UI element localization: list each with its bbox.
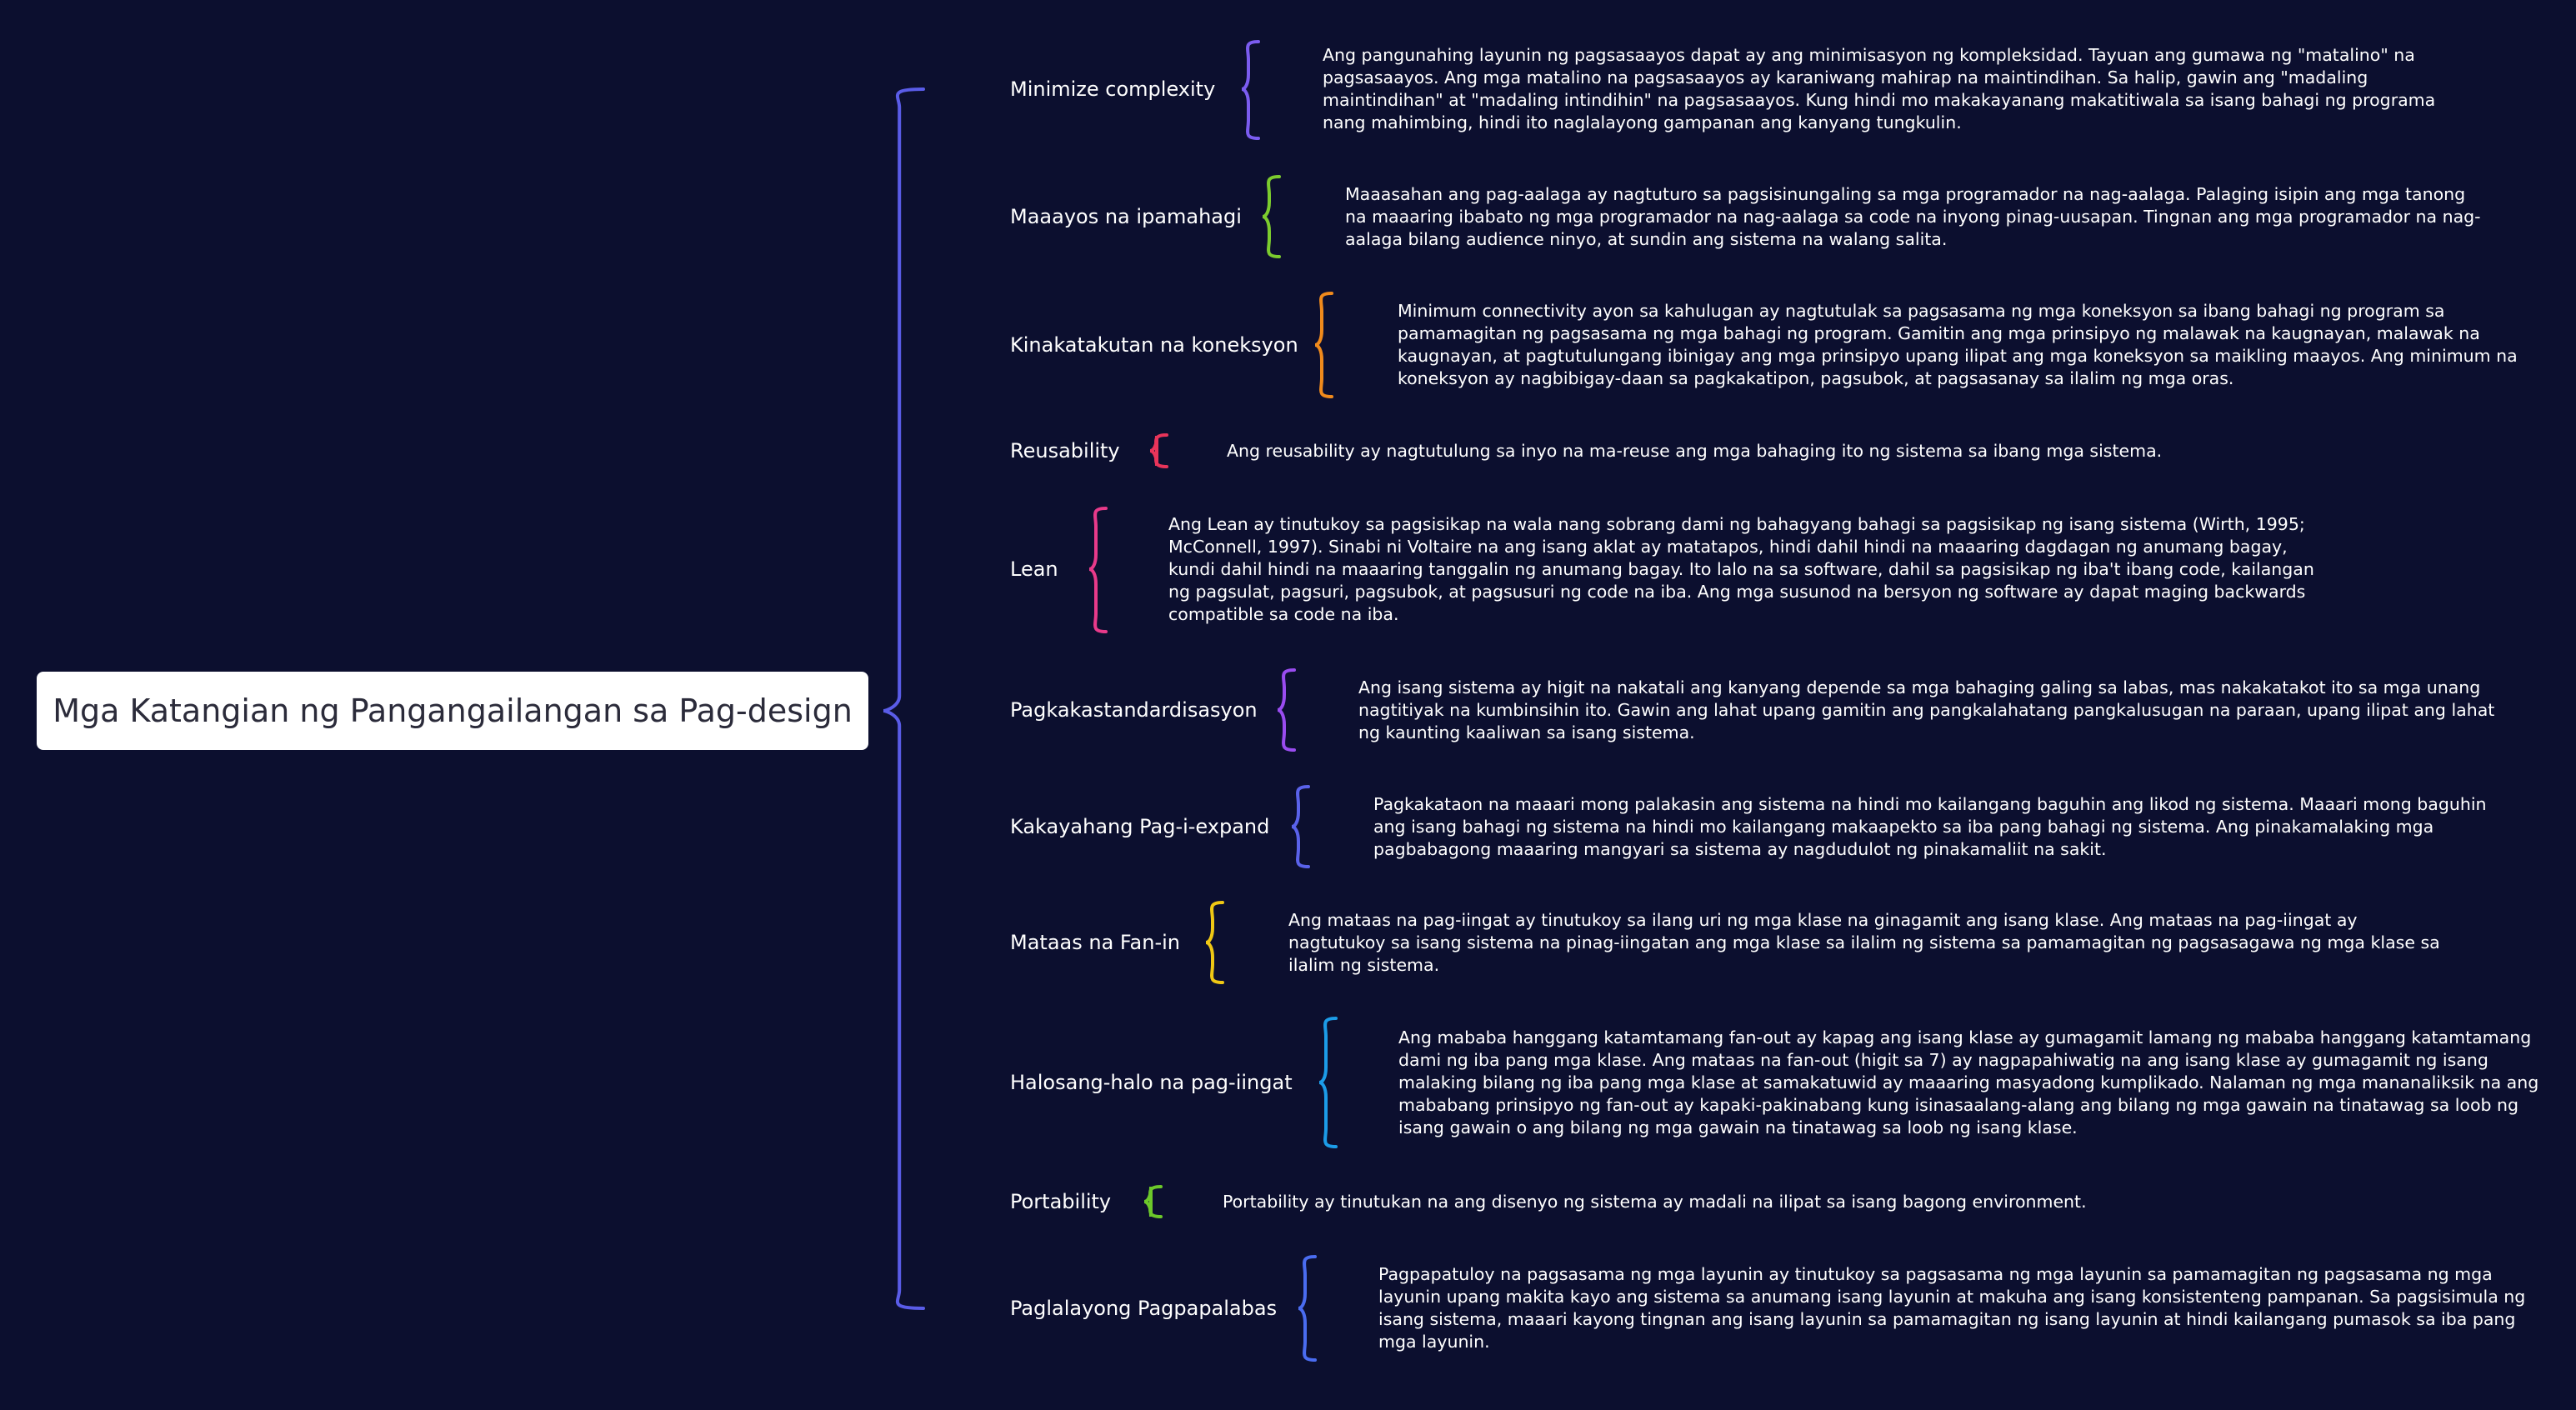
topic-label[interactable]: Mataas na Fan-in bbox=[1010, 931, 1180, 954]
description-line: ng kaunting kaaliwan sa isang sistema. bbox=[1358, 722, 1695, 742]
description-line: maintindihan" at "madaling intindihin" na pagsasaayos. Kung hindi mo makakayanang makatitiwala sa isang bahagi ng programa bbox=[1323, 90, 2436, 110]
topic-label[interactable]: Kakayahang Pag-i-expand bbox=[1010, 815, 1270, 838]
description-line: Pagpapatuloy na pagsasama ng mga layunin ay tinutukoy sa pagsasama ng mga layunin sa pamamagitan ng pagsasama ng mga bbox=[1378, 1264, 2493, 1284]
description-line: ang isang bahagi ng sistema na hindi mo kailangang makaapekto sa iba pang bahagi ng sistema. Ang pinakamalaking mga bbox=[1373, 816, 2434, 837]
description-line: isang gawain o ang bilang ng mga gawain na tinatawag sa loob ng isang klase. bbox=[1398, 1117, 2078, 1138]
topic-label[interactable]: Portability bbox=[1010, 1190, 1112, 1213]
description-line: pagsasaayos. Ang mga matalino na pagsasaayos ay karaniwang mahirap na maintindihan. Sa halip, gawin ang "madaling bbox=[1323, 68, 2368, 88]
description-line: aalaga bilang audience ninyo, at sundin ang sistema na walang salita. bbox=[1345, 228, 1948, 249]
topic-label[interactable]: Reusability bbox=[1010, 439, 1120, 462]
description-line: Ang isang sistema ay higit na nakatali ang kanyang depende sa mga bahaging galing sa labas, mas nakakatakot ito sa mga unang bbox=[1358, 677, 2481, 698]
description-line: kaugnayan, at pagtutulungang ibinigay ang mga prinsipyo upang ilipat ang mga koneksyon sa maikling maayos. Ang minimum na bbox=[1398, 346, 2518, 366]
root-title: Mga Katangian ng Pangangailangan sa Pag-design bbox=[53, 692, 853, 729]
description-line: nagtitiyak na kumbinsihin ito. Gawin ang lahat upang gamitin ang pangkalahatang pangkalusugan na paraan, upang ilipat ang lahat bbox=[1358, 699, 2495, 720]
description-line: Ang Lean ay tinutukoy sa pagsisikap na wala nang sobrang dami ng bahagyang bahagi sa pagsisikap ng isang sistema (Wirth, 1995; bbox=[1168, 513, 2305, 534]
description-line: ng pagsulat, pagsuri, pagsubok, at pagsusuri ng code na iba. Ang mga susunod na bersyon ng software ay dapat maging backwards bbox=[1168, 581, 2306, 602]
topic-label[interactable]: Pagkakastandardisasyon bbox=[1010, 698, 1258, 722]
topic-description bbox=[1378, 1263, 2525, 1353]
description-line: Maaasahan ang pag-aalaga ay nagtuturo sa pagsisinungaling sa mga programador na nag-aalaga. Palaging isipin ang mga tanong bbox=[1345, 183, 2466, 204]
description-line: McConnell, 1997). Sinabi ni Voltaire na ang isang aklat ay matatapos, hindi dahil hindi na maaaring dagdagan ng anumang bagay, bbox=[1168, 536, 2288, 557]
topic-bracket bbox=[1089, 508, 1106, 632]
topic-description bbox=[1223, 1191, 2087, 1213]
description-line: Pagkakataon na maaari mong palakasin ang sistema na hindi mo kailangang baguhin ang likod ng sistema. Maaari mong baguhin bbox=[1373, 793, 2487, 814]
topic-description bbox=[1345, 183, 2481, 251]
description-line: isang sistema, maaari kayong tingnan ang isang layunin sa pamamagitan ng isang layunin at hindi kailangang pumasok sa iba pang bbox=[1378, 1309, 2516, 1329]
description-line: Ang mataas na pag-iingat ay tinutukoy sa ilang uri ng mga klase na ginagamit ang isang klase. Ang mataas na pag-iingat ay bbox=[1288, 909, 2358, 930]
description-line: pamamagitan ng pagsasama ng mga bahagi ng program. Gamitin ang mga prinsipyo ng malawak na kaugnayan, malawak na bbox=[1398, 323, 2480, 343]
topic-description bbox=[1168, 513, 2314, 626]
topic-bracket bbox=[1144, 1187, 1161, 1217]
topic-description bbox=[1323, 44, 2435, 134]
description-line: Ang reusability ay nagtutulung sa inyo na ma-reuse ang mga bahaging ito ng sistema sa ibang mga sistema. bbox=[1227, 440, 2163, 461]
description-line: kundi dahil hindi na maaaring tanggalin ng anumang bagay. Ito lalo na sa software, dahil sa pagsisikap ng iba't ibang code, kailangan bbox=[1168, 558, 2314, 579]
description-line: Portability ay tinutukan na ang disenyo ng sistema ay madali na ilipat sa isang bagong environment. bbox=[1223, 1191, 2087, 1212]
description-line: ilalim ng sistema. bbox=[1288, 954, 1440, 975]
topic-bracket bbox=[1242, 42, 1258, 138]
root-node[interactable] bbox=[37, 672, 868, 750]
topic-description bbox=[1358, 677, 2494, 744]
description-line: pagbabagong maaaring mangyari sa sistema ay nagdudulot ng pinakamaliit na sakit. bbox=[1373, 838, 2107, 859]
description-line: malaking bilang ng iba pang mga klase at samakatuwid ay maaaring masyadong kumplikado. Nalaman ng mga mananaliksik na ang bbox=[1398, 1072, 2539, 1092]
topic-description bbox=[1288, 909, 2440, 977]
description-line: Ang mababa hanggang katamtamang fan-out ay kapag ang isang klase ay gumagamit lamang ng mababa hanggang katamtamang bbox=[1398, 1027, 2532, 1048]
description-line: dami ng iba pang mga klase. Ang mataas na fan-out (higit sa 7) ay nagpapahiwatig na ang isang klase ay gumagamit ng isang bbox=[1398, 1049, 2488, 1070]
topic-bracket bbox=[1319, 1018, 1336, 1147]
description-line: layunin upang makita kayo ang sistema sa anumang isang layunin at makuha ang isang konsistenteng pampanan. Sa pagsisimula ng bbox=[1378, 1287, 2526, 1307]
topic-description bbox=[1398, 1027, 2538, 1139]
topic-label[interactable]: Maaayos na ipamahagi bbox=[1010, 205, 1242, 228]
description-line: nagtutukoy sa isang sistema na pinag-iingatan ang mga klase sa ilalim ng sistema sa pamamagitan ng pagsasagawa ng mga klase sa bbox=[1288, 932, 2440, 952]
topic-label[interactable]: Paglalayong Pagpapalabas bbox=[1010, 1297, 1278, 1320]
topic-label[interactable]: Minimize complexity bbox=[1010, 78, 1216, 101]
topic-description bbox=[1227, 440, 2162, 462]
topic-bracket bbox=[1206, 902, 1223, 982]
topic-bracket bbox=[1150, 435, 1167, 467]
description-line: nang mahimbing, hindi ito naglalayong gampanan ang kanyang tungkulin. bbox=[1323, 112, 1962, 132]
topic-bracket bbox=[1263, 177, 1279, 257]
description-line: koneksyon ay nagbibigay-daan sa pagkakatipon, pagsubok, at pagsasanay sa ilalim ng mga oras. bbox=[1398, 368, 2234, 388]
description-line: Ang pangunahing layunin ng pagsasaayos dapat ay ang minimisasyon ng kompleksidad. Tayuan ang gumawa ng "matalino" na bbox=[1323, 45, 2415, 65]
description-line: compatible sa code na iba. bbox=[1168, 603, 1399, 624]
description-line: mababang prinsipyo ng fan-out ay kapaki-pakinabang kung isinasaalang-alang ang bilang ng mga gawain na tinatawag sa loob ng bbox=[1398, 1094, 2519, 1115]
main-bracket bbox=[883, 89, 923, 1308]
description-line: na maaaring ibabato ng mga programador na nag-aalaga sa code na inyong pinag-uusapan. Tingnan ang mga programador na nag- bbox=[1345, 206, 2481, 227]
topic-description bbox=[1373, 793, 2487, 861]
topic-bracket bbox=[1292, 787, 1308, 867]
topic-label[interactable]: Lean bbox=[1010, 558, 1058, 581]
description-line: Minimum connectivity ayon sa kahulugan ay nagtutulak sa pagsasama ng mga koneksyon sa ibang bahagi ng program sa bbox=[1398, 301, 2445, 321]
topic-bracket bbox=[1298, 1257, 1315, 1360]
topic-bracket bbox=[1315, 293, 1332, 397]
topic-label[interactable]: Kinakatakutan na koneksyon bbox=[1010, 333, 1298, 357]
topic-description bbox=[1398, 300, 2518, 390]
topic-label[interactable]: Halosang-halo na pag-iingat bbox=[1010, 1071, 1293, 1094]
description-line: mga layunin. bbox=[1378, 1332, 1490, 1352]
topic-bracket bbox=[1278, 670, 1294, 750]
